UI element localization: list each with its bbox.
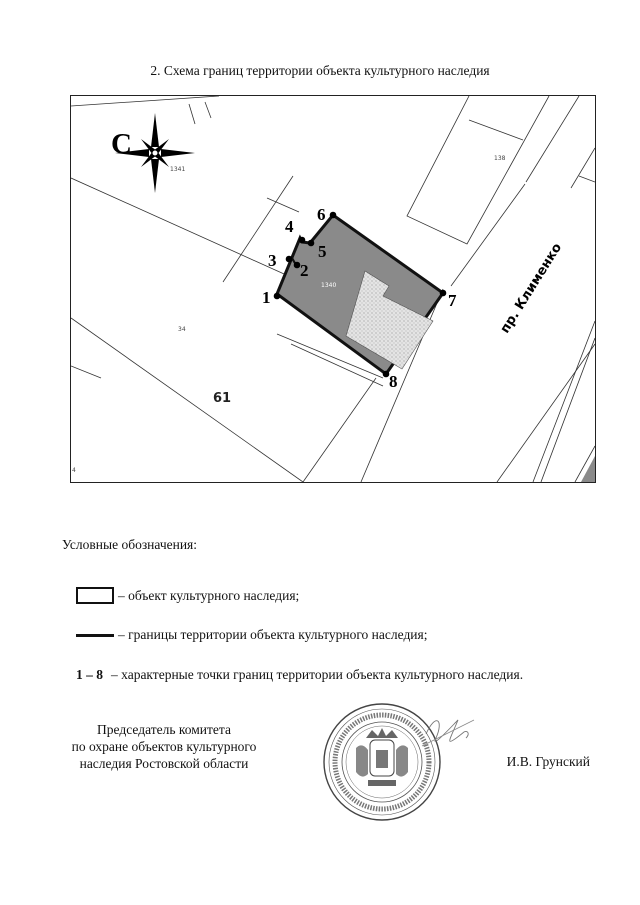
parcel-label-34: 34	[178, 326, 186, 333]
point-label-7: 7	[448, 291, 457, 310]
legend-points-text: – характерные точки границ территории объекта культурного наследия.	[111, 667, 524, 682]
point-label-5: 5	[318, 242, 327, 261]
point-7	[440, 290, 447, 297]
page-title: 2. Схема границ территории объекта культурного наследия	[150, 63, 490, 78]
point-1	[274, 293, 281, 300]
point-label-3: 3	[268, 251, 277, 270]
street-label: пр. Клименко	[497, 240, 566, 337]
map-corner-fill	[581, 456, 595, 482]
parcel-label-1340: 1340	[321, 282, 337, 289]
legend-item-boundary	[76, 627, 428, 643]
signatory-position-line: Председатель комитета	[97, 722, 231, 737]
parcel-label-4: 4	[72, 467, 76, 474]
legend-object-symbol	[76, 587, 114, 604]
signatory-name: И.В. Грунский	[506, 754, 590, 769]
parcel-label-1341: 1341	[170, 166, 186, 173]
point-label-6: 6	[317, 205, 326, 224]
legend-item-points	[76, 667, 523, 683]
signatory-position	[48, 721, 280, 772]
point-5	[308, 240, 315, 247]
signatory-position-line: по охране объектов культурного	[71, 739, 257, 754]
block-number: 61	[213, 391, 232, 406]
legend-boundary-text: – границы территории объекта культурного наследия;	[118, 627, 428, 642]
legend-item-object	[76, 587, 299, 604]
boundary-map	[70, 95, 596, 483]
point-4	[299, 237, 306, 244]
map-canvas	[71, 96, 595, 482]
compass-letter: С	[111, 128, 132, 160]
point-6	[330, 212, 337, 219]
legend-object-text: – объект культурного наследия;	[118, 587, 300, 603]
point-label-1: 1	[262, 288, 271, 307]
signatory-position-line: наследия Ростовской области	[79, 756, 249, 771]
parcel-label-138: 138	[494, 155, 506, 162]
legend-boundary-symbol	[76, 634, 114, 637]
point-label-2: 2	[300, 261, 309, 280]
point-label-8: 8	[389, 372, 398, 391]
point-3	[286, 256, 293, 263]
legend-heading: Условные обозначения:	[62, 537, 198, 552]
point-label-4: 4	[285, 217, 294, 236]
legend-points-symbol: 1 – 8	[76, 667, 103, 682]
official-seal	[318, 690, 478, 840]
